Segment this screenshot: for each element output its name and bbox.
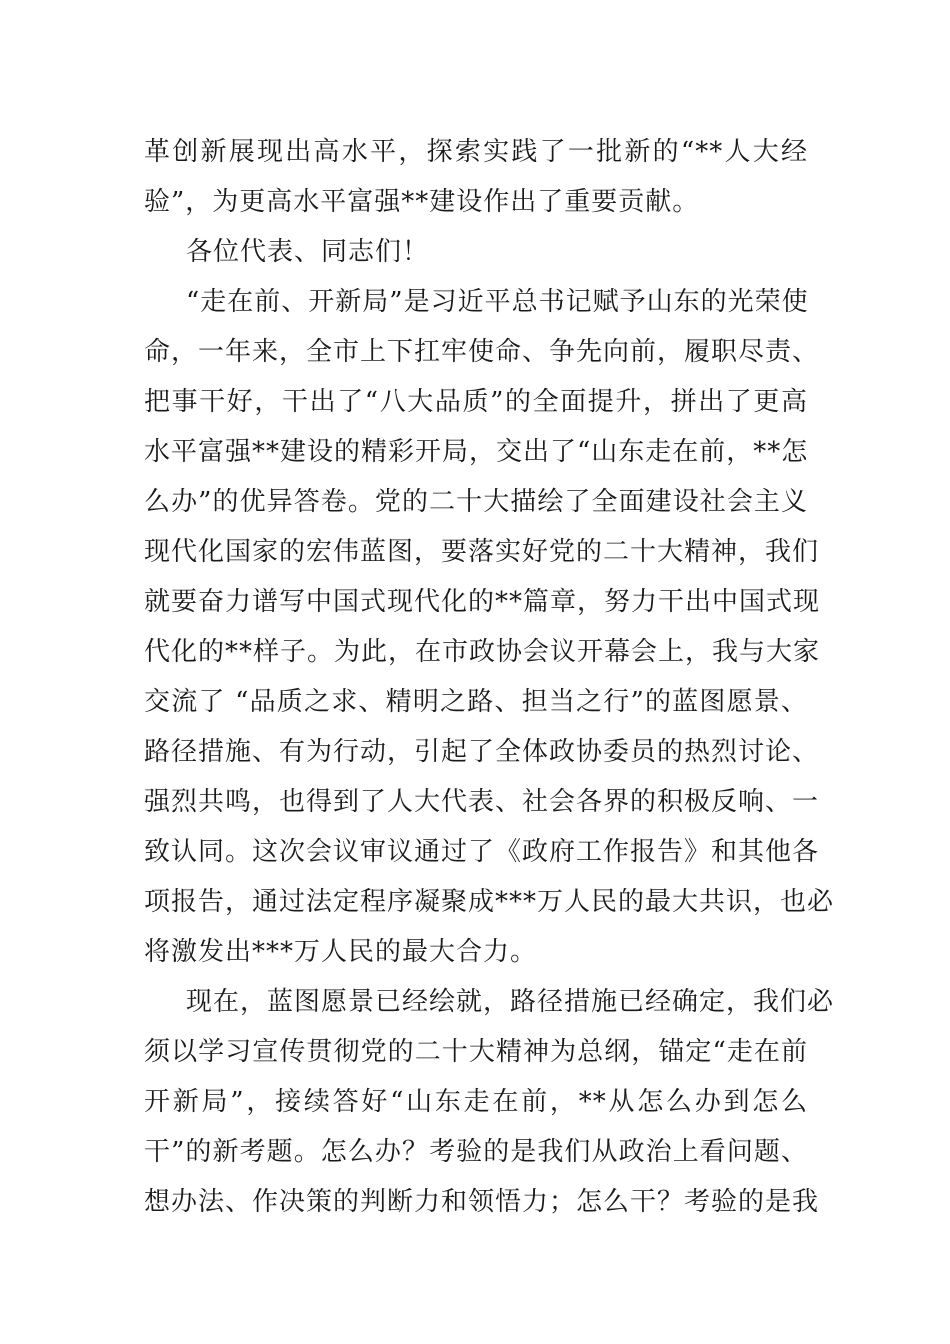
document-body — [144, 127, 835, 1227]
text-line: 致认同。这次会议审议通过了《政府工作报告》和其他各 — [144, 837, 820, 867]
text-line: 各位代表、同志们！ — [186, 237, 430, 267]
text-line: 现代化国家的宏伟蓝图，要落实好党的二十大精神，我们 — [144, 537, 820, 567]
paragraph-1 — [144, 127, 808, 227]
text-line: 须以学习宣传贯彻党的二十大精神为总纲，锚定“走在前 — [144, 1037, 808, 1067]
text-line: 现在，蓝图愿景已经绘就，路径措施已经确定，我们必 — [186, 987, 835, 1017]
text-line: 代化的**样子。为此，在市政协会议开幕会上，我与大家 — [144, 637, 821, 667]
text-line: 路径措施、有为行动，引起了全体政协委员的热烈讨论、 — [144, 737, 820, 767]
text-line: 水平富强**建设的精彩开局，交出了“山东走在前，**怎 — [144, 437, 809, 467]
text-line: 交流了 “品质之求、精明之路、担当之行”的蓝图愿景、 — [144, 687, 808, 717]
text-line: 命，一年来，全市上下扛牢使命、争先向前，履职尽责、 — [144, 337, 820, 367]
text-line: “走在前、开新局”是习近平总书记赋予山东的光荣使 — [186, 287, 809, 317]
paragraph-2 — [144, 227, 808, 277]
paragraph-3 — [144, 277, 835, 977]
text-line: 项报告，通过法定程序凝聚成***万人民的最大共识，也必 — [144, 887, 835, 917]
text-line: 验”，为更高水平富强**建设作出了重要贡献。 — [144, 187, 700, 217]
text-line: 开新局”，接续答好“山东走在前，**从怎么办到怎么 — [144, 1087, 808, 1117]
text-line: 就要奋力谱写中国式现代化的**篇章，努力干出中国式现 — [144, 587, 821, 617]
text-line: 想办法、作决策的判断力和领悟力；怎么干？考验的是我 — [144, 1187, 820, 1217]
text-line: 强烈共鸣，也得到了人大代表、社会各界的积极反响、一 — [144, 787, 820, 817]
text-line: 将激发出***万人民的最大合力。 — [144, 937, 538, 967]
text-line: 把事干好，干出了“八大品质”的全面提升，拼出了更高 — [144, 387, 808, 417]
paragraph-4 — [144, 977, 835, 1227]
text-line: 革创新展现出高水平，探索实践了一批新的“**人大经 — [144, 137, 808, 167]
text-line: 干”的新考题。怎么办？考验的是我们从政治上看问题、 — [144, 1137, 808, 1167]
text-line: 么办”的优异答卷。党的二十大描绘了全面建设社会主义 — [144, 487, 808, 517]
